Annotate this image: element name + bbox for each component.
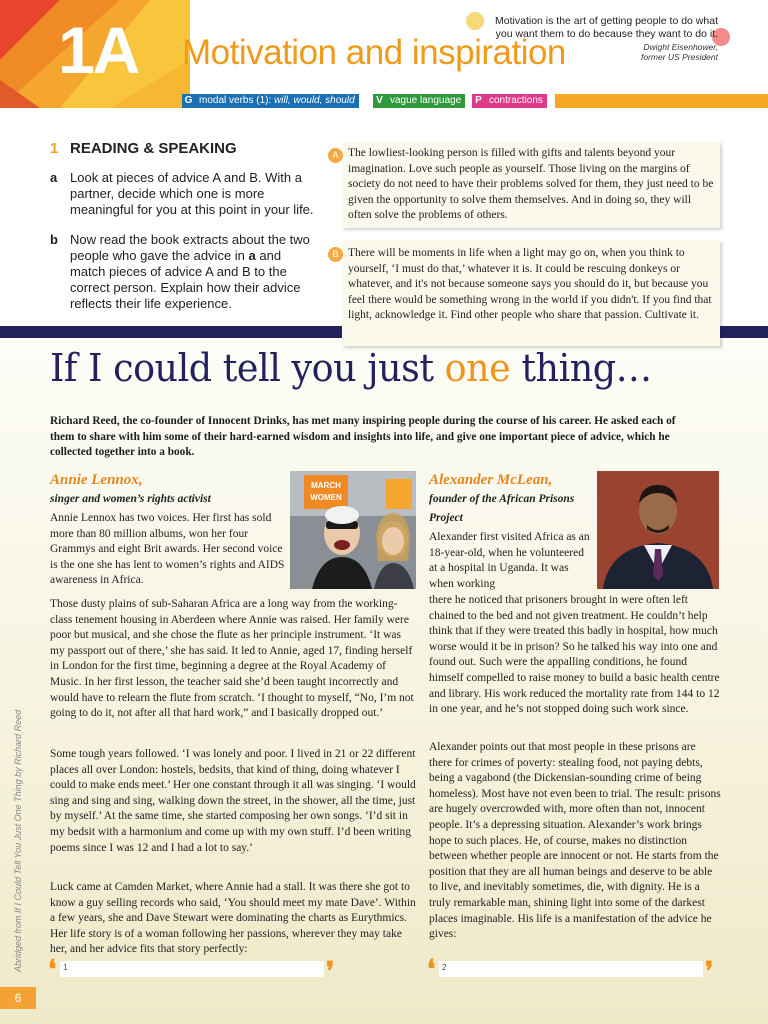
extract-b-text: There will be moments in life when a light may go on, when you think to yourself, ‘I must do that,’ whatever it is. It could be rescuing donkeys or whatever, and it's not because someone says you should do it, but because you feel there would be something wrong in the world if you didn't. If you find that light, acknowledge it. Find other people who share that passion. Cultivate it. <box>348 247 712 321</box>
header-accent-bar <box>555 94 768 108</box>
photo-sign-text-1: MARCH <box>311 481 341 490</box>
person-name-lennox: Annie Lennox, <box>50 472 143 488</box>
unit-number: 1A <box>58 13 139 87</box>
lennox-paragraph-3: Luck came at Camden Market, where Annie had a stall. It was there she got to know a guy selling records who said, ‘You should meet my mate Dave’. Within a few years, she and Dave Stewart were dominating the charts as Eurythmics. Her life story is of a woman following her passions, wherever they may take her, and her advice fits that story perfectly: <box>50 881 416 956</box>
person-name-mclean: Alexander McLean, <box>429 472 553 488</box>
article-headline: If I could tell you just one thing… <box>50 346 652 390</box>
advice-answer-2-number: 2 <box>442 963 447 972</box>
pronunciation-tag: P contractions <box>472 94 547 108</box>
lennox-paragraph-2: Some tough years followed. ‘I was lonely and poor. I lived in 21 or 22 different places all over London: hostels, bedsits, that kind of thing, doing whatever I could to make ends meet.’ Her one constant through it all was singing. ‘I would sing and sing and sing, walking down the street, in the shower, all the time, just by myself.’ At the same time, she started composing her own songs. ‘I’d sit in my bedsit with a harmonium and come up with my own stuff. I’d been writing poems since I was 12 and I had a lot to say.’ <box>50 748 416 854</box>
extract-b-badge: B <box>328 247 343 262</box>
quote-open-icon: ❛ <box>48 955 57 985</box>
advice-answer-1-number: 1 <box>63 963 68 972</box>
extract-b-last-line <box>348 324 714 344</box>
advice-answer-1[interactable] <box>60 961 324 977</box>
task-a-text: Look at pieces of advice A and B. With a partner, decide which one is more meaningful for you at this point in your life. <box>70 170 314 217</box>
epigraph-quote: Motivation is the art of getting people to do what you want them to do because they want to do it. <box>495 15 718 40</box>
task-b-letter: b <box>50 232 58 247</box>
task-b-text: Now read the book extracts about the two people who gave the advice in a and match pieces of advice A and B to the correct person. Explain how their advice reflects their life experience. <box>70 232 310 311</box>
task-a-letter: a <box>50 170 58 185</box>
grammar-tag: G modal verbs (1): will, would, should <box>182 94 359 108</box>
section-number: 1 <box>50 140 59 157</box>
person-role-mclean: founder of the African Prisons Project <box>429 493 575 524</box>
epigraph-author: Dwight Eisenhower, former US President <box>641 42 718 62</box>
page-number: 6 <box>0 987 36 1009</box>
mclean-paragraph-2: Alexander points out that most people in these prisons are there for crimes of poverty: stealing food, not paying debts, being a vagabond (the Dickensian-sounding crime of being homeless). Most have not even been to trial. The result: prisons are hugely overcrowded with, more often than not, innocent people. It’s a depressing situation. Alexander’s work brings hope to such places. He, of course, makes no distinction between whether people are innocent or not. He starts from the position that they are all human beings and deserve to be able to live, and inevitably sometimes, die, with dignity. He is a truly remarkable man, shining light into some of the darkest places imaginable. His life is a manifestation of the advice he gives: <box>429 741 721 941</box>
lennox-intro: Annie Lennox has two voices. Her first has sold more than 80 million albums, won her four Grammys and eight Brit awards. Her second voice is the one she has lent to women’s rights and AIDS awareness in Africa. <box>50 512 285 587</box>
source-credit: Abridged from If I Could Tell You Just One Thing by Richard Reed <box>13 709 23 972</box>
mclean-intro: Alexander first visited Africa as an 18-year-old, when he volunteered at a hospital in Uganda. It was when working <box>429 531 590 590</box>
photo-sign-text-2: WOMEN <box>310 493 342 502</box>
section-title: READING & SPEAKING <box>70 140 237 157</box>
advice-answer-2[interactable] <box>439 961 703 977</box>
article-standfirst: Richard Reed, the co-founder of Innocent Drinks, has met many inspiring people during the course of his career. He asked each of them to share with him some of their hard-earned wisdom and insights into life, and give one important piece of advice, which he collected together into a book. <box>50 415 676 458</box>
lennox-paragraph-1: Those dusty plains of sub-Saharan Africa are a long way from the working-class tenement housing in Aberdeen where Annie was raised. Her family were poor but musical, and she chose the flute as her principle instrument. ‘It was my passport out of there,’ she has said. It led to Annie, aged 17, finding herself in London for the first time, beginning a degree at the Royal Academy of Music. In her first lesson, the teacher said she’d been taught incorrectly and would have to relearn the flute from scratch. ‘I thought to myself, “No, I’m not going to do it, not after all that hard work,” and I basically dropped out.’ <box>50 598 414 720</box>
mclean-paragraph-1: there he noticed that prisoners brought in were often left chained to the bed and not given treatment. He couldn’t help think that if they were treated this badly in hospital, how much worse would it be in prison? So he talked his way into one and found out. Such were the appalling conditions, he found himself compelled to raise money to build a basic health centre and library. His work reduced the mortality rate from 144 to 12 in one year, and he’s not stopped doing such work since. <box>429 594 720 716</box>
extract-a-badge: A <box>328 148 343 163</box>
extract-a-text: The lowliest-looking person is filled with gifts and talents beyond your imagination. Love such people as yourself. Those living on the margins of society do not need to have their problems solved for them, they just need to be given the opportunity to solve them themselves. And in doing so, they will often solve the problems of others. <box>348 147 714 221</box>
person-role-lennox: singer and women’s rights activist <box>50 493 211 505</box>
quote-open-icon-2: ❛ <box>427 955 436 985</box>
photo-alexander-mclean <box>597 471 719 589</box>
quote-close-icon: ❜ <box>326 957 335 987</box>
photo-annie-lennox <box>290 471 416 589</box>
quote-close-icon-2: ❜ <box>705 957 714 987</box>
vocabulary-tag: V vague language <box>373 94 465 108</box>
unit-title: Motivation and inspiration <box>182 33 566 72</box>
